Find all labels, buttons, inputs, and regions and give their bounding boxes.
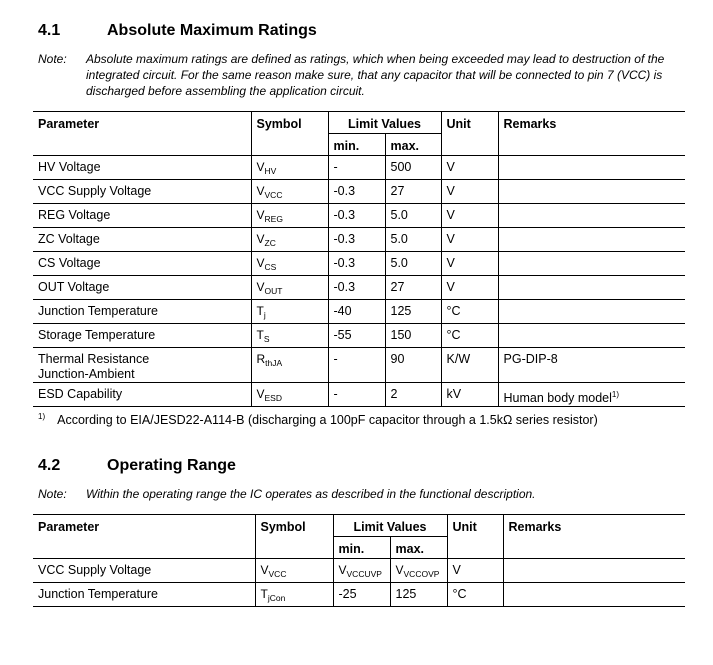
symbol-main: V [395,563,404,577]
table-row [33,383,685,407]
cell-symbol [251,252,328,276]
header-min: min. [333,537,390,559]
cell-max: 5.0 [385,204,441,228]
symbol-subscript: ZC [264,238,276,248]
cell-max: 90 [385,348,441,383]
symbol-subscript: VCCOVP [403,569,440,579]
cell-symbol [251,180,328,204]
header-limit-values: Limit Values [328,112,441,134]
table-subheader-row [33,134,685,156]
footnote-text: According to EIA/JESD22-A114-B (discharging a 100pF capacitor through a 1.5kΩ series resistor) [57,413,598,427]
cell-parameter [33,180,251,204]
table-subheader-row [33,537,685,559]
cell-unit: kV [441,383,498,407]
cell-parameter [33,204,251,228]
symbol-subscript: OUT [264,286,283,296]
cell-unit: V [441,204,498,228]
parameter-text: HV Voltage [38,160,101,174]
symbol-subscript: VCC [264,190,283,200]
table-row [33,204,685,228]
cell-max: 500 [385,156,441,180]
table-row [33,559,685,583]
cell-parameter [33,276,251,300]
cell-parameter [33,324,251,348]
cell-parameter [33,383,251,407]
table-row [33,252,685,276]
symbol-main: V [260,563,269,577]
symbol-subscript: thJA [265,358,283,368]
header-limit-values: Limit Values [333,515,447,537]
symbol-main: T [260,587,268,601]
cell-max: 125 [390,583,447,607]
symbol-main: T [256,328,264,342]
cell-max: 5.0 [385,228,441,252]
remarks-text: Human body model [503,391,612,405]
symbol-subscript: VCC [268,569,287,579]
footnote [38,412,598,427]
cell-remarks [503,559,685,583]
cell-remarks [498,156,685,180]
footnote-mark: 1) [38,412,46,421]
cell-symbol [251,276,328,300]
parameter-text: ESD Capability [38,387,123,401]
cell-min: -0.3 [328,276,385,300]
header-parameter: Parameter [33,112,251,134]
cell-min: -0.3 [328,204,385,228]
cell-remarks [498,300,685,324]
parameter-text: Junction Temperature [38,587,158,601]
cell-min: -0.3 [328,180,385,204]
cell-remarks [498,252,685,276]
cell-parameter [33,583,255,607]
cell-min [333,559,390,583]
parameter-text: Junction Temperature [38,304,158,318]
symbol-main: V [256,208,265,222]
cell-max: 2 [385,383,441,407]
cell-symbol [251,324,328,348]
note-text: Within the operating range the IC operates as described in the functional description. [86,487,536,501]
cell-remarks [498,276,685,300]
symbol-main: V [256,256,265,270]
section-title: Absolute Maximum Ratings [107,22,317,39]
symbol-main: V [256,280,265,294]
section-heading-4-1 [38,22,317,40]
cell-remarks [498,324,685,348]
cell-symbol [255,559,333,583]
symbol-subscript: REG [264,214,283,224]
symbol-subscript: S [263,334,270,344]
table-row [33,583,685,607]
cell-unit: K/W [441,348,498,383]
symbol-subscript: CS [264,262,277,272]
cell-max: 27 [385,180,441,204]
section-title: Operating Range [107,457,236,474]
note-label: Note: [38,52,67,66]
symbol-main: R [256,352,266,366]
cell-max: 150 [385,324,441,348]
note-text: Absolute maximum ratings are defined as ratings, which when being exceeded may lead to destruction of the integrated circuit. For the same reason make sure, that any capacitor that will be connected to pin 7 (VCC) is discharged before assembling the application circuit. [86,52,665,98]
section-number: 4.1 [38,22,61,39]
section-heading-4-2 [38,457,236,475]
note-label: Note: [38,487,67,501]
parameter-text: REG Voltage [38,208,111,222]
symbol-subscript: HV [264,166,277,176]
cell-max: 125 [385,300,441,324]
parameter-text: OUT Voltage [38,280,110,294]
cell-parameter [33,252,251,276]
cell-symbol [251,228,328,252]
table-row [33,180,685,204]
cell-remarks [498,180,685,204]
symbol-subscript: j [263,310,266,320]
header-min: min. [328,134,385,156]
symbol-subscript: VCCUVP [346,569,382,579]
cell-symbol [255,583,333,607]
absolute-max-ratings-table [33,111,685,407]
remarks-text: PG-DIP-8 [503,352,558,366]
symbol-subscript: ESD [264,393,282,403]
table-row [33,324,685,348]
cell-min: - [328,348,385,383]
header-max: max. [390,537,447,559]
cell-min: -55 [328,324,385,348]
header-remarks: Remarks [503,515,685,537]
symbol-main: V [256,232,265,246]
table-row [33,300,685,324]
cell-min: -25 [333,583,390,607]
parameter-text: Storage Temperature [38,328,156,342]
cell-unit: V [441,252,498,276]
cell-symbol [251,348,328,383]
cell-remarks [498,228,685,252]
section-number: 4.2 [38,457,61,474]
header-parameter: Parameter [33,515,255,537]
cell-unit: °C [447,583,503,607]
symbol-main: V [256,184,265,198]
cell-remarks [503,583,685,607]
table-header-row [33,112,685,134]
footnote-ref: 1) [611,390,620,399]
cell-symbol [251,300,328,324]
symbol-subscript: jCon [267,593,286,603]
parameter-text: CS Voltage [38,256,101,270]
cell-unit: V [441,180,498,204]
cell-parameter [33,300,251,324]
header-max: max. [385,134,441,156]
cell-max: 27 [385,276,441,300]
symbol-main: V [256,387,265,401]
cell-unit: V [441,228,498,252]
cell-min: - [328,156,385,180]
cell-max [390,559,447,583]
table-header-row [33,515,685,537]
header-symbol: Symbol [255,515,333,537]
cell-parameter [33,156,251,180]
parameter-text: VCC Supply Voltage [38,184,152,198]
cell-min: - [328,383,385,407]
cell-unit: °C [441,300,498,324]
table-row [33,276,685,300]
cell-min: -0.3 [328,228,385,252]
cell-unit: V [447,559,503,583]
header-unit: Unit [447,515,503,537]
table-row [33,348,685,383]
cell-remarks [498,348,685,383]
symbol-main: T [256,304,264,318]
parameter-text: Thermal Resistance [38,352,150,366]
cell-symbol [251,383,328,407]
cell-unit: V [441,156,498,180]
cell-unit: °C [441,324,498,348]
cell-min: -40 [328,300,385,324]
cell-remarks [498,204,685,228]
operating-range-table [33,514,685,607]
table-row [33,228,685,252]
parameter-text: ZC Voltage [38,232,100,246]
symbol-main: V [338,563,347,577]
symbol-main: V [256,160,265,174]
cell-parameter [33,559,255,583]
cell-parameter [33,348,251,383]
header-symbol: Symbol [251,112,328,134]
cell-parameter [33,228,251,252]
header-remarks: Remarks [498,112,685,134]
table-row [33,156,685,180]
cell-max: 5.0 [385,252,441,276]
parameter-text-line2: Junction-Ambient [38,367,135,381]
parameter-text: VCC Supply Voltage [38,563,152,577]
cell-remarks [498,383,685,407]
cell-symbol [251,204,328,228]
cell-symbol [251,156,328,180]
cell-min: -0.3 [328,252,385,276]
header-unit: Unit [441,112,498,134]
cell-unit: V [441,276,498,300]
